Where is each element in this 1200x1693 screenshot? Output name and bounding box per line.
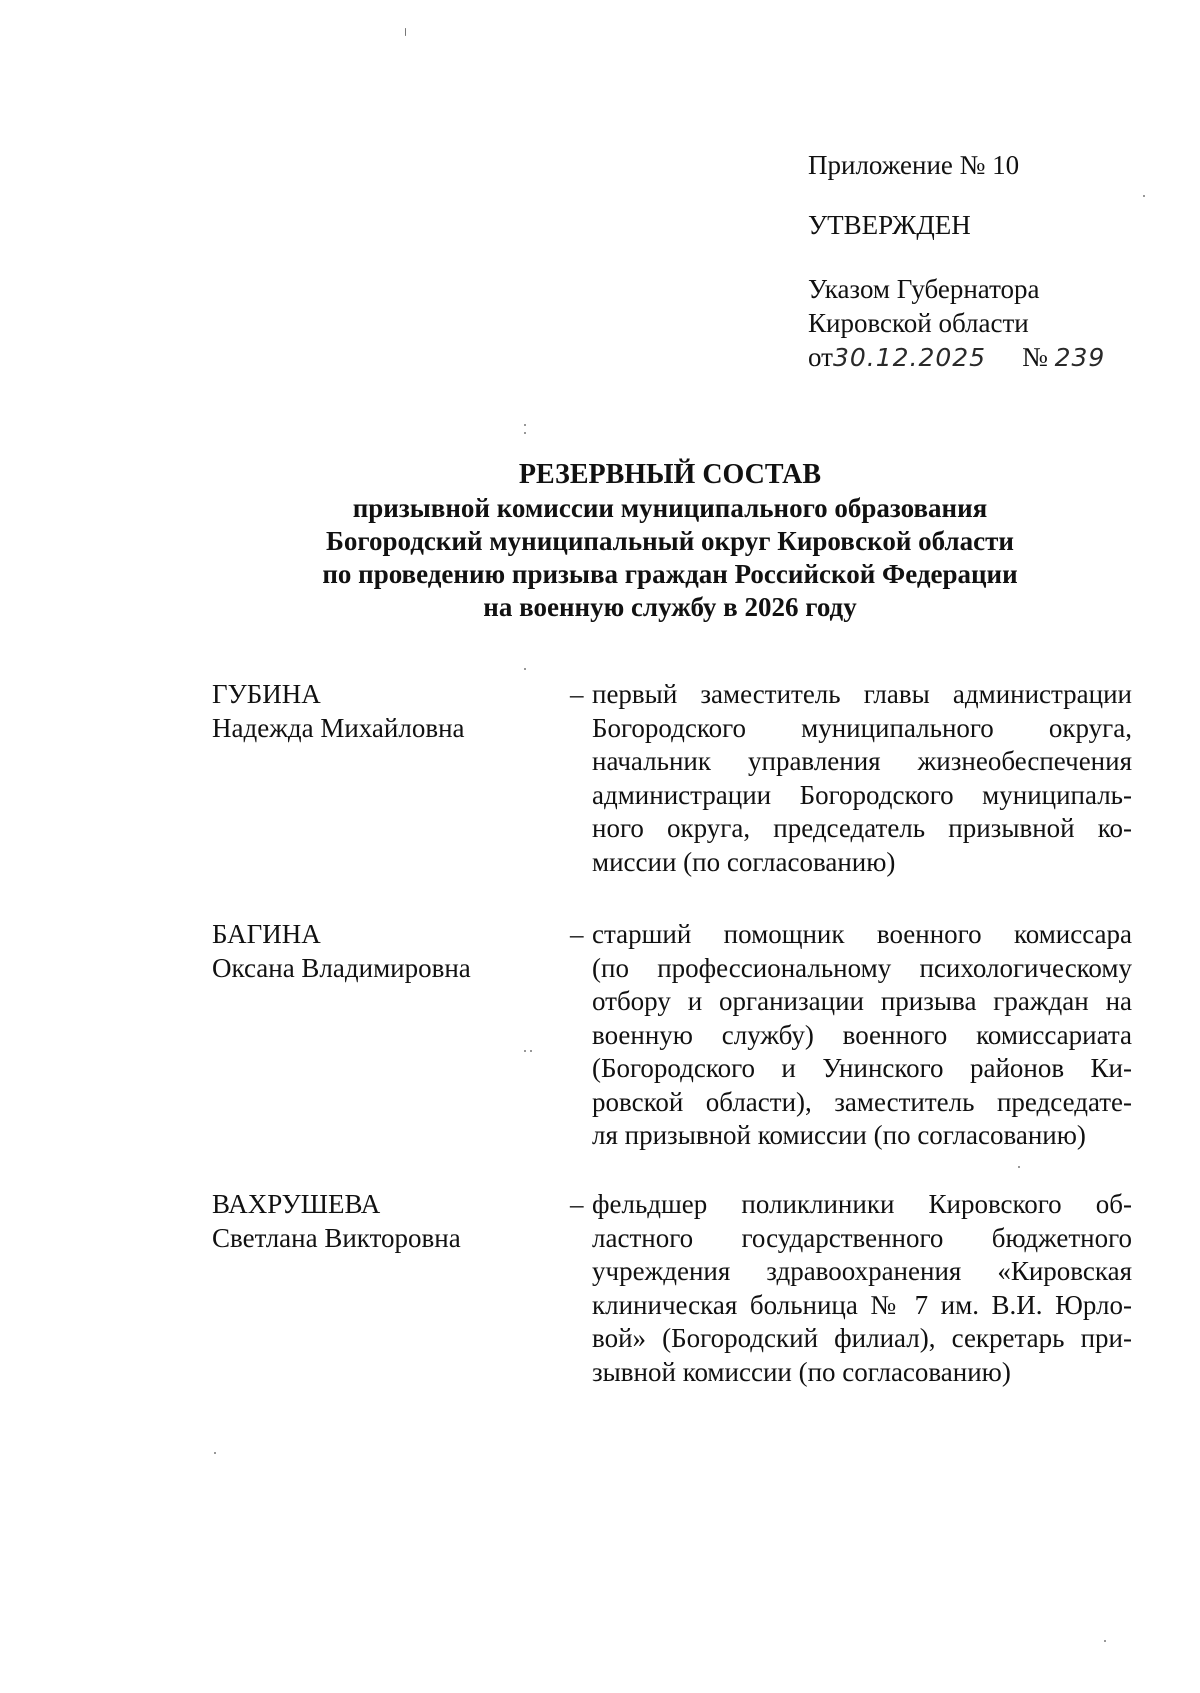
member-role [592,678,1132,879]
dash-separator: – [570,1189,584,1219]
scan-speck [1143,195,1145,197]
title-main: РЕЗЕРВНЫЙ СОСТАВ [518,459,822,490]
appendix-label: Приложение № 10 [808,150,1020,180]
member-name [212,1188,552,1255]
role-line: зывной комиссии (по согласованию) [592,1356,1011,1387]
role-line: ля призывной комиссии (по согласованию) [592,1120,1086,1150]
decree-line-1: Указом Губернатора [808,274,1040,304]
member-given-names: Светлана Викторовна [212,1222,461,1253]
role-line: администрации Богородского муниципаль- [592,779,1132,810]
scan-speck [214,1452,216,1454]
member-role [592,918,1132,1153]
scan-speck [1104,1640,1106,1642]
scan-speck [530,1050,532,1052]
member-given-names: Оксана Владимировна [212,952,471,983]
handwritten-date: 30.12.2025 [832,343,987,372]
role-line: Богородского муниципального округа, [592,712,1132,743]
handwritten-number: 239 [1054,343,1106,372]
scan-speck [1018,1166,1020,1168]
role-line: ровской области), заместитель председате- [592,1086,1132,1117]
role-line: старший помощник военного комиссара [592,919,1132,949]
approved-label: УТВЕРЖДЕН [808,210,971,240]
scan-speck [524,1050,526,1052]
role-line: миссии (по согласованию) [592,846,896,877]
scan-speck [524,432,526,434]
title-line-5: на военную службу в 2026 году [483,592,857,622]
role-line: ластного государственного бюджетного [592,1222,1132,1253]
decree-date-line [808,340,1148,375]
title-line-2: призывной комиссии муниципального образования [352,493,988,523]
approval-block [808,148,1148,375]
role-line: ного округа, председатель призывной ко- [592,813,1132,843]
scan-speck [524,424,526,426]
decree-line-2: Кировской области [808,308,1029,338]
document-title [150,458,1190,624]
member-surname: БАГИНА [212,919,321,949]
dash-separator: – [570,919,584,949]
role-line: вой» (Богородский филиал), секретарь при- [592,1323,1132,1353]
role-line: отбору и организации призыва граждан на [592,986,1132,1016]
member-surname: ГУБИНА [212,679,321,709]
role-line: учреждения здравоохранения «Кировская [592,1256,1132,1286]
title-line-3: Богородский муниципальный округ Кировской области [326,526,1014,556]
scan-speck [405,28,406,36]
title-line-4: по проведению призыва граждан Российской Федерации [322,559,1018,589]
scan-speck [524,668,526,670]
role-line: первый заместитель главы администрации [592,679,1132,709]
member-given-names: Надежда Михайловна [212,712,465,743]
role-line: начальник управления жизнеобеспечения [592,746,1132,776]
member-name [212,918,552,985]
role-line: (по профессиональному психологическому [592,952,1132,983]
number-label: № [1022,342,1048,372]
role-line: клиническая больница № 7 им. В.И. Юрло- [592,1289,1132,1320]
role-line: военную службу) военного комиссариата [592,1019,1132,1050]
member-surname: ВАХРУШЕВА [212,1189,381,1219]
dash-separator: – [570,679,584,709]
role-line: фельдшер поликлиники Кировского об- [592,1189,1132,1219]
date-prefix: от [808,342,833,372]
member-name [212,678,552,745]
member-role [592,1188,1132,1389]
role-line: (Богородского и Унинского районов Ки- [592,1053,1132,1083]
